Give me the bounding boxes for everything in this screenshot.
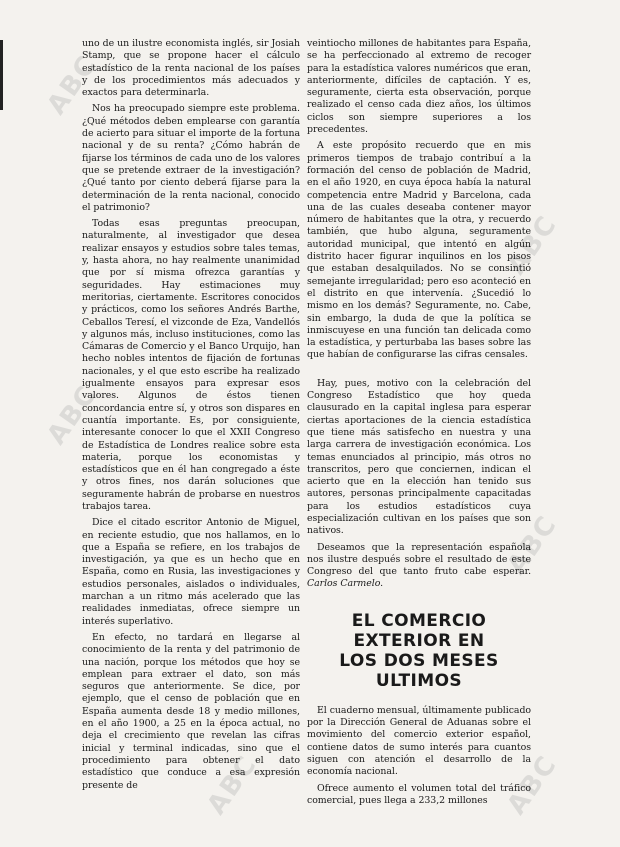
paragraph: Nos ha preocupado siempre este problema. ¿Qué métodos deben emplearse con garantía de acierto para situar el importe de la fortuna nacional y de su renta? ¿Cómo habrán de fijarse los términos de cada uno de los valores que se pretende extraer de la investigación? ¿Qué tanto por ciento deberá fijarse para la determinación de la renta nacional, conocido el patrimonio? (82, 103, 300, 213)
paragraph: Ofrece aumento el volumen total del tráfico comercial, pues llega a 233,2 millones (307, 782, 531, 806)
left-column (82, 38, 300, 796)
watermark: ABC (501, 749, 564, 821)
paragraph: En efecto, no tardará en llegarse al conocimiento de la renta y del patrimonio de una nación, porque los métodos que hoy se emplean para extraer el dato, son más seguros que anteriormente. Se dice, por ejemplo, que el censo de población que en España aumenta desde 18 y medio millones, en el año 1900, a 25 en la época actual, no deja el crecimiento que revelan las cifras inicial y terminal indicadas, sino que el procedimiento para obtener el dato estadístico que conduce a esa expresión presente de (82, 631, 300, 791)
watermark: ABC (501, 509, 564, 581)
paragraph: Dice el citado escritor Antonio de Miguel, en reciente estudio, que nos hallamos, en lo que a España se refiere, en los trabajos de investigación, ya que es un hecho que en España, como en Rusia, las investigaciones y estudios personales, aislados o individuales, marchan a un ritmo más acelerado que las realidades inmediatas, ofrece siempre un interés superlativo. (82, 517, 300, 627)
article-headline (307, 611, 531, 691)
closing-text: Deseamos que la representación española nos ilustre después sobre el resultado de este Congreso del que tanto fruto cabe esperar. (307, 541, 531, 578)
watermark: ABC (41, 379, 104, 451)
watermark: ABC (501, 209, 564, 281)
headline-line: LOS DOS MESES ULTIMOS (339, 650, 499, 691)
paragraph: uno de un ilustre economista inglés, sir Josiah Stamp, que se propone hacer el cálculo estadístico de la renta nacional de los países y de los procedimientos más adecuados y exactos para determinarla. (82, 38, 300, 99)
paragraph: veintiocho millones de habitantes para España, se ha perfeccionado al extremo de recoger para la estadística valores numéricos que eran, anteriormente, difíciles de captación. Y es, seguramente, cierta esta observación, porque realizado el censo cada diez años, los últimos ciclos son siempre superiores a los precedentes. (307, 38, 531, 136)
headline-line: EL COMERCIO EXTERIOR EN (351, 610, 487, 651)
author-signature: Carlos Carmelo. (307, 578, 384, 590)
right-column (307, 38, 531, 811)
paragraph: A este propósito recuerdo que en mis primeros tiempos de trabajo contribuí a la formación del censo de población de Madrid, en el año 1920, en cuya época había la natural competencia entre Madrid y Barcelona, cada una de las cuales deseaba contener mayor número de habitantes que la otra, y recuerdo también, que hubo alguna, seguramente autoridad municipal, que intentó en algún distrito hacer figurar inquilinos en los pisos que estaban desalquilados. No se consintió semejante irregularidad; pero eso aconteció en el distrito en que intervenía. ¿Sucedió lo mismo en los demás? Seguramente, no. Cabe, sin embargo, la duda de que la política se inmiscuyese en una función tan delicada como la estadística, y perturbaba las bases sobre las que habían de configurarse las cifras censales. (307, 140, 531, 361)
margin-rule (0, 40, 3, 110)
watermark: ABC (41, 49, 104, 121)
watermark: ABC (201, 749, 264, 821)
paragraph: Hay, pues, motivo con la celebración del Congreso Estadístico que hoy queda clausurado en la capital inglesa para esperar ciertas aportaciones de la ciencia estadística que tiene más satisfecho en nuestra y una larga carrera de investigación económica. Los temas enunciados al principio, más otros no transcritos, pero que conciernen, indican el acierto que en la elección han tenido sus autores, personas principalmente capacitadas para los estudios estadísticos cuya especialización cultivan en los países que son nativos. (307, 377, 531, 537)
paragraph: El cuaderno mensual, últimamente publicado por la Dirección General de Aduanas sobre el movimiento del comercio exterior español, contiene datos de sumo interés para cuantos siguen con atención el desarrollo de la economía nacional. (307, 704, 531, 778)
paragraph (307, 542, 531, 591)
paragraph: Todas esas preguntas preocupan, naturalmente, al investigador que desea realizar ensayos y estudios sobre tales temas, y, hasta ahora, no hay realmente unanimidad que por sí misma ofrezca garantías y seguridades. Hay estimaciones muy meritorias, ciertamente. Escritores conocidos y prácticos, como los señores Andrés Barthe, Ceballos Teresí, el vizconde de Eza, Vandellós y algunos más, incluso instituciones, como las Cámaras de Comercio y el Banco Urquijo, han hecho nobles intentos de fijación de fortunas nacionales, y el que esto escribe ha realizado igualmente ensayos para expresar esos valores. Algunos de éstos tienen concordancia entre sí, y otros son dispares en cuantía importante. Es, por consiguiente, interesante conocer lo que el XXII Congreso de Estadística de Londres realice sobre esta materia, porque los economistas y estadísticos que en él han congregado a éste y otros fines, nos darán soluciones que seguramente habrán de probarse en nuestros trabajos tarea. (82, 218, 300, 512)
